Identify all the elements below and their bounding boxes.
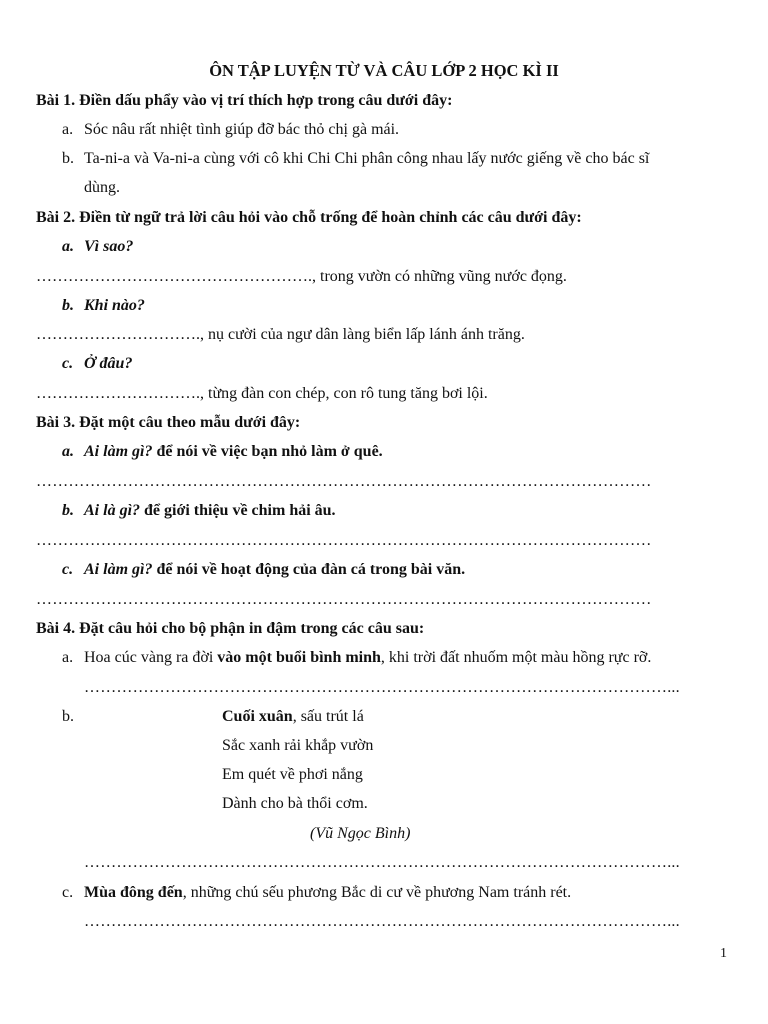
poem-line-1-rest: , sấu trút lá bbox=[292, 708, 364, 725]
bai4-c-label: c. bbox=[62, 884, 74, 901]
bai4-b-label: b. bbox=[62, 708, 74, 725]
bai4-heading: Bài 4. Đặt câu hỏi cho bộ phận in đậm trong các câu sau: bbox=[36, 620, 425, 637]
bai2-heading: Bài 2. Điền từ ngữ trả lời câu hỏi vào chỗ trống để hoàn chỉnh các câu dưới đây: bbox=[36, 209, 582, 226]
bai4-a-post: , khi trời đất nhuốm một màu hồng rực rỡ. bbox=[380, 649, 652, 666]
bai4-a-sentence bbox=[84, 648, 651, 668]
bai3-a-answer-line[interactable]: …………………………………………………………………………………………………… bbox=[36, 473, 652, 490]
bai3-c-prompt bbox=[84, 560, 465, 580]
bai4-c-bold-part: Mùa đông đến bbox=[84, 884, 183, 901]
bai2-a-question: Vì sao? bbox=[84, 238, 134, 255]
bai3-a-pattern: Ai làm gì? bbox=[84, 443, 153, 460]
bai3-b-pattern: Ai là gì? bbox=[84, 502, 141, 519]
poem-line-2: Sắc xanh rải khắp vườn bbox=[222, 737, 374, 754]
poem-line-1 bbox=[222, 707, 364, 727]
bai1-a-text: Sóc nâu rất nhiệt tình giúp đỡ bác thỏ chị gà mái. bbox=[84, 121, 400, 138]
bai4-c-answer-line[interactable]: ………………………………………………………………………………………………... bbox=[84, 913, 680, 930]
bai1-b-text-line1: Ta-ni-a và Va-ni-a cùng với cô khi Chi Chi phân công nhau lấy nước giếng về cho bác sĩ bbox=[84, 150, 650, 167]
bai4-a-bold-part: vào một buổi bình minh bbox=[217, 649, 381, 666]
bai3-a-rest: để nói về việc bạn nhỏ làm ở quê. bbox=[152, 443, 383, 460]
poem-line-4: Dành cho bà thổi cơm. bbox=[222, 795, 368, 812]
bai3-a-prompt bbox=[84, 442, 383, 462]
bai3-heading: Bài 3. Đặt một câu theo mẫu dưới đây: bbox=[36, 414, 301, 431]
bai1-heading: Bài 1. Điền dấu phẩy vào vị trí thích hợp trong câu dưới đây: bbox=[36, 92, 453, 109]
poem-line-3: Em quét về phơi nắng bbox=[222, 766, 363, 783]
page-number: 1 bbox=[720, 946, 727, 961]
bai2-c-blank-sentence[interactable]: …………………………., từng đàn con chép, con rô tung tăng bơi lội. bbox=[36, 385, 488, 402]
bai1-a-label: a. bbox=[62, 121, 74, 138]
bai3-a-label: a. bbox=[62, 443, 74, 460]
bai3-c-pattern: Ai làm gì? bbox=[84, 561, 153, 578]
bai1-b-text-line2: dùng. bbox=[84, 179, 120, 196]
poem-author: (Vũ Ngọc Bình) bbox=[310, 825, 411, 842]
bai2-b-question: Khi nào? bbox=[84, 297, 145, 314]
bai3-b-answer-line[interactable]: …………………………………………………………………………………………………… bbox=[36, 532, 652, 549]
bai3-b-prompt bbox=[84, 501, 336, 521]
bai2-b-label: b. bbox=[62, 297, 74, 314]
bai4-a-answer-line[interactable]: ………………………………………………………………………………………………... bbox=[84, 679, 680, 696]
bai4-b-answer-line[interactable]: ………………………………………………………………………………………………... bbox=[84, 854, 680, 871]
bai4-a-pre: Hoa cúc vàng ra đời bbox=[84, 649, 218, 666]
bai4-a-label: a. bbox=[62, 649, 74, 666]
bai1-b-label: b. bbox=[62, 150, 74, 167]
page-title: ÔN TẬP LUYỆN TỪ VÀ CÂU LỚP 2 HỌC KÌ II bbox=[209, 61, 559, 80]
bai2-c-label: c. bbox=[62, 355, 74, 372]
bai4-c-sentence bbox=[84, 883, 571, 903]
bai4-c-post: , những chú sếu phương Bắc di cư về phương Nam tránh rét. bbox=[182, 884, 572, 901]
bai3-b-label: b. bbox=[62, 502, 74, 519]
bai2-a-blank-sentence[interactable]: ……………………………………………., trong vườn có những vũng nước đọng. bbox=[36, 268, 567, 285]
poem-line-1-bold: Cuối xuân bbox=[222, 708, 293, 725]
bai3-b-rest: để giới thiệu về chim hải âu. bbox=[140, 502, 336, 519]
bai3-c-label: c. bbox=[62, 561, 74, 578]
bai2-a-label: a. bbox=[62, 238, 74, 255]
bai3-c-rest: để nói về hoạt động của đàn cá trong bài văn. bbox=[152, 561, 466, 578]
bai2-b-blank-sentence[interactable]: …………………………., nụ cười của ngư dân làng biển lấp lánh ánh trăng. bbox=[36, 326, 525, 343]
bai3-c-answer-line[interactable]: …………………………………………………………………………………………………… bbox=[36, 591, 652, 608]
bai2-c-question: Ở đâu? bbox=[84, 355, 133, 372]
